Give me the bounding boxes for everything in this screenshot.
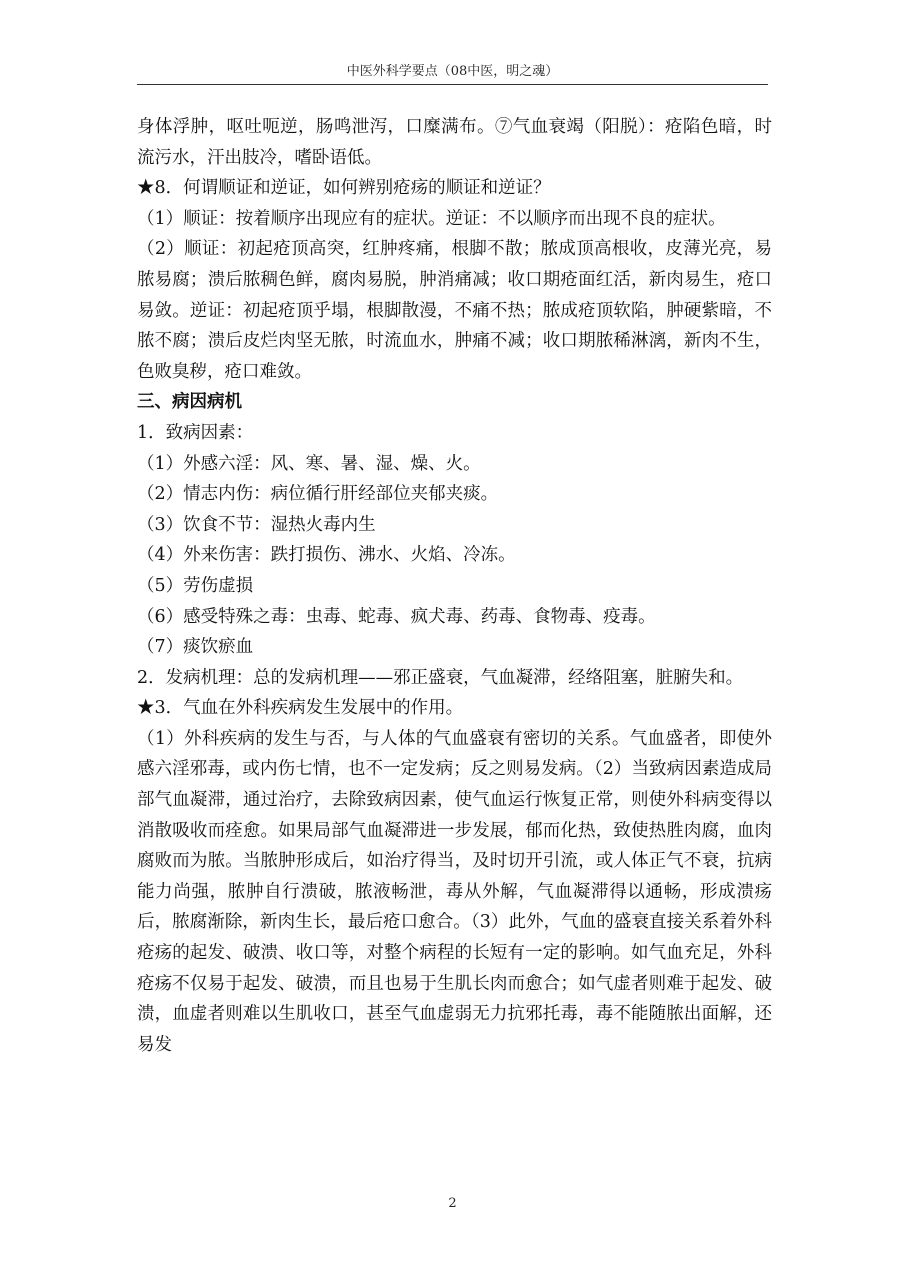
answer-8-part-1: （1）顺证：按着顺序出现应有的症状。逆证：不以顺序而出现不良的症状。: [137, 208, 726, 229]
item-3-qi-blood-role: ★3．气血在外科疾病发生发展中的作用。: [137, 698, 464, 719]
factor-6: （6）感受特殊之毒：虫毒、蛇毒、疯犬毒、药毒、食物毒、疫毒。: [137, 606, 656, 627]
document-body: [137, 112, 772, 1060]
header-divider: [137, 84, 768, 85]
factor-1: （1）外感六淫：风、寒、暑、湿、燥、火。: [137, 453, 481, 474]
page-header: 中医外科学要点（08中医，明之魂）: [346, 64, 559, 79]
factor-3: （3）饮食不节：湿热火毒内生: [137, 514, 376, 535]
page-number: 2: [448, 1196, 457, 1211]
section-heading-etiology: 三、病因病机: [137, 392, 242, 413]
factor-5: （5）劳伤虚损: [137, 575, 254, 596]
question-8: ★8．何谓顺证和逆证，如何辨别疮疡的顺证和逆证？: [137, 178, 551, 199]
answer-8-part-2: （2）顺证：初起疮顶高突，红肿疼痛，根脚不散；脓成顶高根收，皮薄光亮，易脓易腐；溃后脓稠色鲜，腐肉易脱，肿消痛减；收口期疮面红活，新肉易生，疮口易敛。逆证：初起疮顶乎塌，根脚散漫，不痛不热；脓成疮顶软陷，肿硬紫暗，不脓不腐；溃后皮烂肉坚无脓，时流血水，肿痛不减；收口期脓稀淋漓，新肉不生，色败臭秽，疮口难敛。: [137, 239, 772, 382]
item-3-explanation: （1）外科疾病的发生与否，与人体的气血盛衰有密切的关系。气血盛者，即使外感六淫邪毒，或内伤七情，也不一定发病；反之则易发病。（2）当致病因素造成局部气血凝滞，通过治疗，去除致病因素，使气血运行恢复正常，则使外科病变得以消散吸收而痊愈。如果局部气血凝滞进一步发展，郁而化热，致使热胜肉腐，血肉腐败而为脓。当脓肿形成后，如治疗得当，及时切开引流，或人体正气不衰，抗病能力尚强，脓肿自行溃破，脓液畅泄，毒从外解，气血凝滞得以通畅，形成溃疡后，脓腐渐除，新肉生长，最后疮口愈合。（3）此外，气血的盛衰直接关系着外科疮疡的起发、破溃、收口等，对整个病程的长短有一定的影响。如气血充足，外科疮疡不仅易于起发、破溃，而且也易于生肌长肉而愈合；如气虚者则难于起发、破溃，血虚者则难以生肌收口，甚至气血虚弱无力抗邪托毒，毒不能随脓出面解，还易发: [137, 728, 772, 1055]
factor-7: （7）痰饮瘀血: [137, 637, 254, 658]
item-1-pathogenic-factors: 1．致病因素：: [137, 422, 254, 443]
factor-4: （4）外来伤害：跌打损伤、沸水、火焰、冷冻。: [137, 545, 516, 566]
item-2-pathogenesis: 2．发病机理：总的发病机理——邪正盛衰，气血凝滞，经络阻塞，脏腑失和。: [137, 667, 744, 688]
paragraph-continuation: 身体浮肿，呕吐呃逆，肠鸣泄泻，口糜满布。⑦气血衰竭（阳脱）：疮陷色暗，时流污水，汗出肢冷，嗜卧语低。: [137, 117, 772, 168]
factor-2: （2）情志内伤：病位循行肝经部位夹郁夹痰。: [137, 484, 499, 505]
